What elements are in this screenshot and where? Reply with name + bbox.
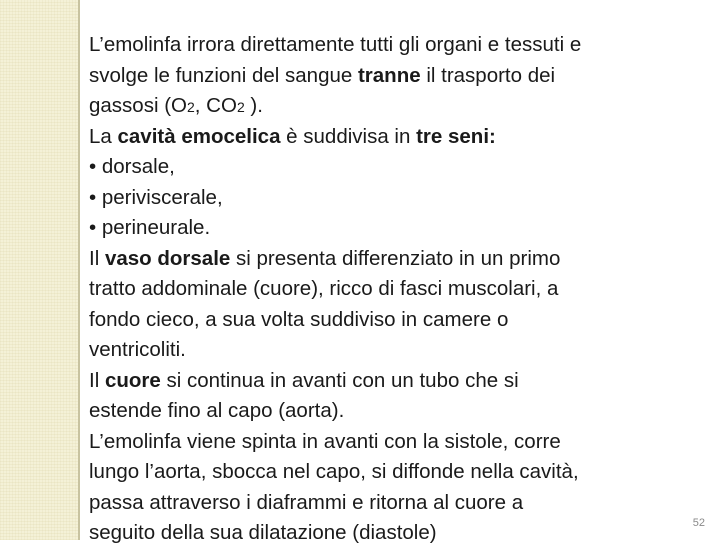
text-span: si continua in avanti con un tubo che si bbox=[160, 368, 519, 392]
text-line bbox=[89, 91, 704, 122]
bullet-item-periviscerale bbox=[89, 183, 704, 214]
text-line bbox=[89, 457, 704, 488]
emphasis-cavita-emocelica: cavità emocelica bbox=[117, 124, 281, 148]
bullet-item-perineurale bbox=[89, 213, 704, 244]
text-span: L’emolinfa irrora direttamente tutti gli organi e tessuti e bbox=[89, 33, 582, 56]
text-line bbox=[89, 244, 704, 275]
text-line bbox=[89, 396, 704, 427]
page-number: 52 bbox=[692, 517, 705, 529]
text-span: • dorsale, bbox=[89, 155, 175, 178]
text-line bbox=[89, 335, 704, 366]
text-line bbox=[89, 122, 704, 153]
text-span: ventricoliti. bbox=[89, 338, 186, 361]
text-line bbox=[89, 30, 704, 61]
decorative-side-band bbox=[0, 0, 78, 540]
slide-body-text bbox=[89, 30, 704, 549]
text-span: estende fino al capo (aorta). bbox=[89, 399, 345, 422]
text-line bbox=[89, 305, 704, 336]
text-span: lungo l’aorta, sbocca nel capo, si diffonde nella cavità, bbox=[89, 460, 579, 483]
text-line bbox=[89, 488, 704, 519]
text-line bbox=[89, 427, 704, 458]
text-span: si presenta differenziato in un primo bbox=[230, 246, 561, 270]
text-line bbox=[89, 274, 704, 305]
subscript-2: 2 bbox=[236, 99, 245, 115]
emphasis-cuore: cuore bbox=[104, 368, 161, 392]
text-span: il trasporto dei bbox=[420, 63, 556, 87]
text-span: , CO bbox=[194, 94, 237, 117]
text-span: seguito della sua dilatazione (diastole) bbox=[89, 521, 437, 544]
text-line bbox=[89, 61, 704, 92]
text-span: • perineurale. bbox=[89, 216, 211, 239]
bullet-item-dorsale bbox=[89, 152, 704, 183]
emphasis-vaso-dorsale: vaso dorsale bbox=[104, 246, 231, 270]
text-span: La bbox=[89, 124, 118, 148]
emphasis-tre-seni: tre seni: bbox=[416, 124, 496, 148]
side-band-divider bbox=[78, 0, 80, 540]
emphasis-tranne: tranne bbox=[357, 63, 421, 87]
text-span: • periviscerale, bbox=[89, 185, 223, 209]
subscript-2: 2 bbox=[186, 99, 195, 115]
text-span: ). bbox=[244, 94, 263, 117]
text-line bbox=[89, 366, 704, 397]
text-span: gassosi (O bbox=[89, 94, 187, 117]
text-span: Il bbox=[89, 246, 105, 270]
text-line bbox=[89, 518, 704, 549]
text-span: fondo cieco, a sua volta suddiviso in camere o bbox=[89, 307, 509, 331]
text-span: passa attraverso i diaframmi e ritorna al cuore a bbox=[89, 490, 524, 514]
text-span: Il bbox=[89, 368, 105, 392]
text-span: tratto addominale (cuore), ricco di fasci muscolari, a bbox=[89, 277, 559, 300]
text-span: L’emolinfa viene spinta in avanti con la sistole, corre bbox=[89, 429, 561, 453]
text-span: è suddivisa in bbox=[280, 124, 417, 148]
text-span: svolge le funzioni del sangue bbox=[89, 63, 358, 87]
